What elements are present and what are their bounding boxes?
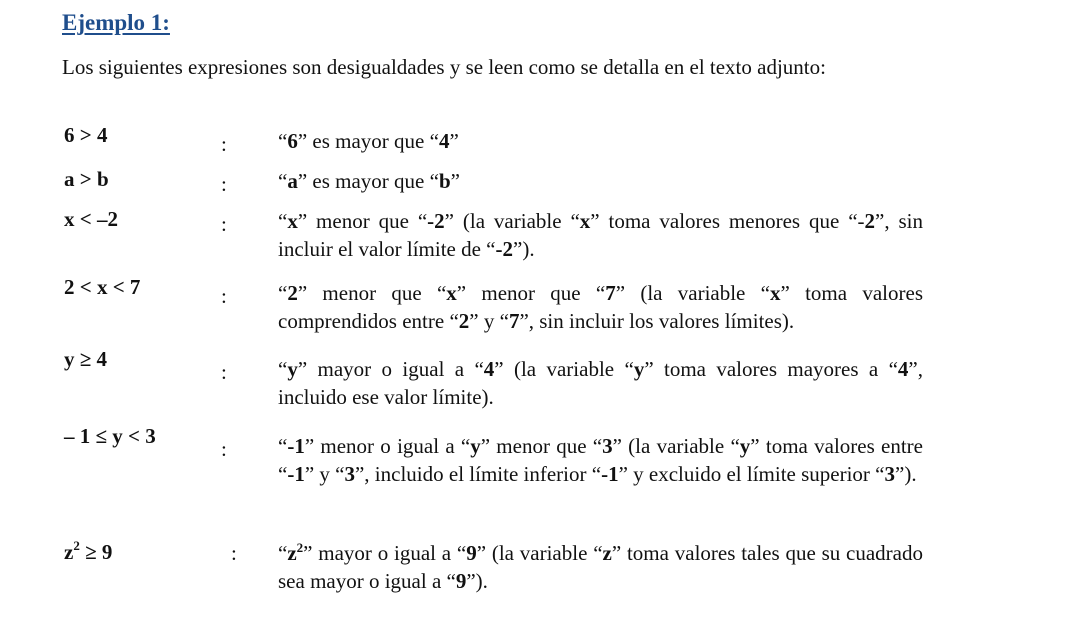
text-run: ≥ 9 [79,540,113,564]
text-run: “ [278,357,288,381]
bold-term: y [739,434,751,458]
inequality-description [278,539,923,595]
inequality-description [278,127,923,155]
intro-paragraph: Los siguientes expresiones son desigualdades y se leen como se detalla en el texto adjunto: [62,55,826,79]
bold-term: 3 [884,462,895,486]
text-run: ” menor que “ [480,434,603,458]
inequality-expression [64,423,156,450]
text-run: z [64,540,74,564]
separator-colon: : [221,172,227,196]
inequality-expression [64,206,118,233]
inequality-expression [64,539,112,566]
text-run: ” mayor o igual a “ [297,357,484,381]
separator-colon: : [231,541,237,565]
inequality-expression [64,346,107,373]
bold-term: a [287,169,298,193]
bold-term: 4 [897,357,909,381]
text-run: ” (la variable “ [615,281,770,305]
text-run: ”). [466,569,488,593]
bold-term: -2 [427,209,445,233]
bold-term: 3 [602,434,613,458]
text-run: – 1 ≤ y < 3 [64,424,156,448]
inequality-description [278,167,923,195]
text-run: a > b [64,167,109,191]
text-run: ” toma valores tales que su cuadrado sea mayor o igual a “ [278,541,923,593]
bold-term: 9 [466,541,477,565]
bold-term: 2 [864,209,876,233]
text-run: 2 < x < 7 [64,275,141,299]
inequality-expression [64,166,109,193]
text-run: “ [278,209,288,233]
bold-term: -2 [495,237,514,261]
superscript: 2 [296,540,304,555]
bold-term: -1 [287,434,305,458]
text-run: ” (la variable “ [476,541,603,565]
bold-term: x [287,209,298,233]
bold-term: -1 [601,462,619,486]
text-run: ”, sin incluir los valores límites). [519,309,795,333]
inequality-expression [64,274,140,301]
text-run: y ≥ 4 [64,347,108,371]
text-run: ”, incluido el límite inferior “ [354,462,602,486]
text-run: ”). [513,237,535,261]
text-run: ”, incluido ese valor límite). [278,357,923,409]
bold-term: x [579,209,591,233]
bold-term: y [633,357,645,381]
inequality-expression [64,122,107,149]
text-run: ” toma valores menores que “- [590,209,865,233]
text-run: 6 > 4 [64,123,108,147]
example-heading: Ejemplo 1: [62,10,170,35]
bold-term: b [438,169,451,193]
bold-term: -1 [287,462,305,486]
text-run: ” y excluido el límite superior “ [618,462,885,486]
text-run: ”, sin incluir el valor límite de “ [278,209,923,261]
superscript: 2 [73,538,80,553]
text-run: ” toma valores comprendidos entre “ [278,281,923,333]
text-run: ”). [895,462,917,486]
text-run: ” [449,129,459,153]
text-run: “ [278,129,288,153]
text-run: “ [278,434,288,458]
text-run: ” (la variable “ [612,434,740,458]
bold-term: 7 [605,281,616,305]
text-run: ” menor que “ [456,281,606,305]
text-run: ” (la variable “ [444,209,580,233]
separator-colon: : [221,212,227,236]
bold-term: x [769,281,781,305]
text-run: ” (la variable “ [494,357,634,381]
text-run: ” y “ [304,462,345,486]
separator-colon: : [221,132,227,156]
text-run: “ [278,541,288,565]
bold-term: 4 [483,357,495,381]
text-run: ” menor que “ [297,209,428,233]
bold-term: z [602,541,612,565]
text-run: ” toma valores entre “ [278,434,923,486]
separator-colon: : [221,360,227,384]
text-run: “ [278,169,288,193]
inequality-description [278,432,923,488]
text-run: x < –2 [64,207,118,231]
text-run: ” es mayor que “ [297,129,439,153]
bold-term: 7 [508,309,520,333]
bold-term: z [287,541,297,565]
bold-term: y [287,357,298,381]
bold-term: 3 [344,462,355,486]
text-run: ” menor o igual a “ [304,434,471,458]
text-run: ” es mayor que “ [297,169,439,193]
bold-term: 4 [438,129,450,153]
separator-colon: : [221,437,227,461]
bold-term: 2 [458,309,470,333]
bold-term: 9 [455,569,467,593]
text-run: ” toma valores mayores a “ [644,357,898,381]
bold-term: y [470,434,481,458]
text-run: ” [450,169,460,193]
inequality-description [278,207,923,263]
separator-colon: : [221,284,227,308]
inequality-description [278,279,923,335]
inequality-description [278,355,923,411]
text-run: ” menor que “ [297,281,447,305]
text-run: “ [278,281,288,305]
bold-term: 6 [287,129,298,153]
bold-term: x [446,281,457,305]
bold-term: 2 [287,281,298,305]
text-run: ” y “ [469,309,509,333]
text-run: ” mayor o igual a “ [303,541,467,565]
